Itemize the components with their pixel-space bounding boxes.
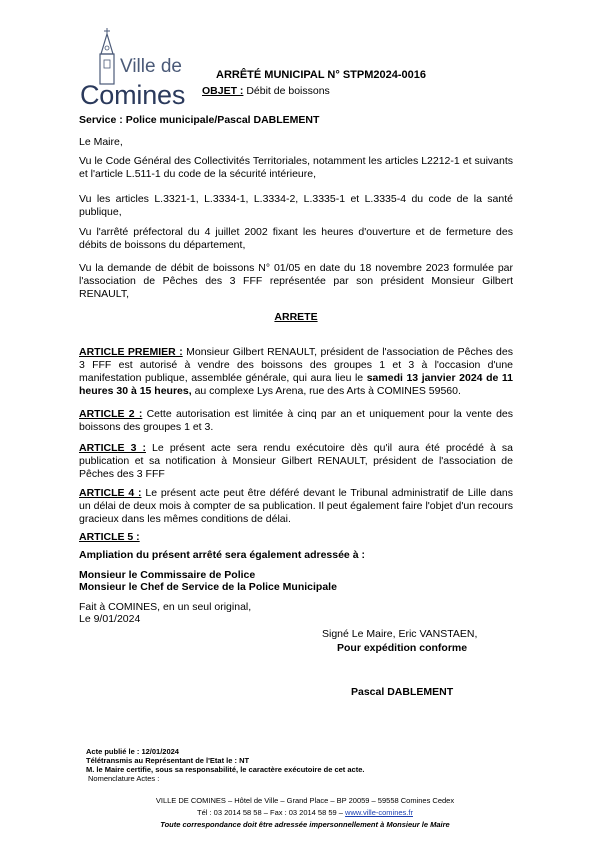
destinataire-chef-police: Monsieur le Chef de Service de la Police Municipale [79,581,337,593]
article-4 [79,487,513,526]
article-4-label: ARTICLE 4 : [79,487,142,499]
vu-code-sante: Vu les articles L.3321-1, L.3334-1, L.3334-2, L.3335-1 et L.3335-4 du code de la santé publique, [79,193,513,218]
article-2 [79,408,513,434]
date-signature: Le 9/01/2024 [79,613,141,625]
city-logo [80,28,192,108]
article-5-label: ARTICLE 5 : [79,531,140,543]
vu-code-collectivites: Vu le Code Général des Collectivités Territoriales, notamment les articles L2212-1 et suivants et l'article L.511-1 du code de la sécurité intérieure, [79,155,513,180]
logo-ville-text: Ville de [120,56,182,77]
footer-contact: Tél : 03 2014 58 58 – Fax : 03 2014 58 59 – www.ville-comines.fr [197,808,413,817]
footer-correspondance: Toute correspondance doit être adressée impersonnellement à Monsieur le Maire [160,820,450,829]
pour-expedition: Pour expédition conforme [337,642,468,654]
fait-a: Fait à COMINES, en un seul original, [79,601,252,613]
article-5 [79,531,513,544]
article-4-text: Le présent acte peut être déféré devant le Tribunal administratif de Lille dans un délai de deux mois à compter de sa publication. Il peut également faire l'objet d'un recours gracieux dans les mêmes conditions de délai. [79,487,513,525]
article-3 [79,442,513,481]
article-2-label: ARTICLE 2 : [79,408,143,420]
destinataire-commissaire: Monsieur le Commissaire de Police [79,569,256,581]
article-3-text: Le présent acte sera rendu exécutoire dès qu'il aura été procédé à sa publication et sa notification à Monsieur Gilbert RENAULT, président de l'association de Pêches des 3 FFF [79,442,513,480]
article-premier-date: samedi 13 janvier 2024 de 11 heures 30 à 15 heures, [79,372,513,397]
footer-publie: Acte publié le : 12/01/2024 [86,747,179,756]
ampliation: Ampliation du présent arrêté sera également adressée à : [79,549,365,561]
le-maire: Le Maire, [79,136,123,148]
logo-comines-text: Comines [80,80,186,110]
footer-address: VILLE DE COMINES – Hôtel de Ville – Grand Place – BP 20059 – 59558 Comines Cedex [155,796,455,805]
article-premier-place: au complexe Lys Arena, rue des Arts à COMINES 59560. [191,385,461,397]
arrete-heading: ARRETE [274,311,318,323]
article-premier-text: Monsieur Gilbert RENAULT, président de l'association de Pêches des 3 FFF est autorisé à vendre des boissons des groupes 1 et 3 à l'occasion d'une manifestation publique, assemblée générale, qui aura lieu le [79,346,513,384]
article-2-text: Cette autorisation est limitée à cinq par an et uniquement pour la vente des boissons des groupes 1 et 3. [79,408,513,433]
object-label: OBJET : [202,85,244,97]
footer-nomenclature: Nomenclature Actes : [88,774,160,783]
footer-publication [86,747,364,783]
church-tower-icon [94,28,120,88]
website-link[interactable]: www.ville-comines.fr [345,808,413,817]
article-premier [79,346,513,398]
signataire-name: Pascal DABLEMENT [351,686,454,698]
document-title: ARRÊTÉ MUNICIPAL N° STPM2024-0016 [216,69,426,81]
object-value: Débit de boissons [243,85,330,97]
footer-certifie: M. le Maire certifie, sous sa responsabilité, le caractère exécutoire de cet acte. [86,765,365,774]
vu-arrete-prefectoral: Vu l'arrêté préfectoral du 4 juillet 2002 fixant les heures d'ouverture et de fermeture des débits de boissons du département, [79,226,513,251]
article-3-label: ARTICLE 3 : [79,442,146,454]
document-object [202,85,330,97]
service-line: Service : Police municipale/Pascal DABLEMENT [79,114,320,126]
signe-maire: Signé Le Maire, Eric VANSTAEN, [322,628,478,640]
article-premier-label: ARTICLE PREMIER : [79,346,183,358]
footer-teletransmis: Télétransmis au Représentant de l'Etat le : NT [86,756,250,765]
vu-demande: Vu la demande de débit de boissons N° 01/05 en date du 18 novembre 2023 formulée par l'association de Pêches des 3 FFF représentée par son président Monsieur Gilbert RENAULT, [79,262,513,300]
